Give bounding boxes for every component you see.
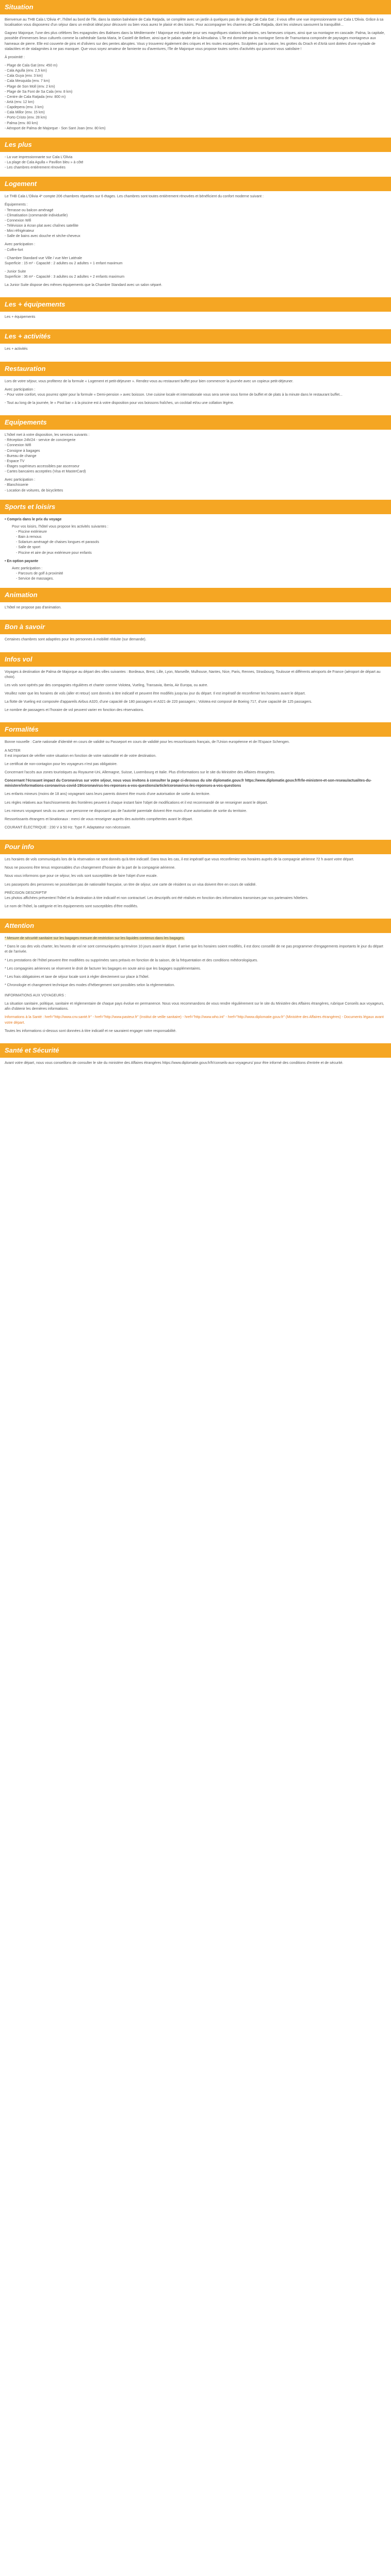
- section-title-situation: Situation: [0, 0, 391, 14]
- formalites-paragraph-4: Le certificat de non-contagion pour les voyageurs n'est pas obligatoire.: [5, 762, 118, 766]
- list-item: - Centre de Cala Ratjada (env. 800 m): [5, 95, 66, 99]
- section-title-plus-activites: Les + activités: [0, 329, 391, 344]
- formalites-paragraph-3: Il est important de vérifier votre situation en fonction de votre nationalité et de votre destination.: [5, 754, 157, 758]
- section-title-pourinfo: Pour info: [0, 840, 391, 854]
- list-item: - La plage de Cala Agulla « Pavillon bleu » à côté: [5, 160, 84, 164]
- section-plus-equipements: [0, 312, 391, 329]
- list-item: - Espace TV: [5, 459, 25, 463]
- bonasavoir-text: Certaines chambres sont adaptées pour les personnes à mobilité réduite (sur demande).: [5, 638, 146, 642]
- list-item: - Connexion Wifi: [5, 218, 31, 223]
- list-item: - Bureau de change: [5, 454, 37, 458]
- section-logement: [0, 191, 391, 297]
- list-item: - Palma (env. 80 km): [5, 121, 38, 125]
- list-item: - Les chambres entièrement rénovées: [5, 166, 66, 170]
- list-item: - Blanchisserie: [5, 483, 28, 487]
- restauration-paragraph-1: Lors de votre séjour, vous profiterez de la formule « Logement et petit-déjeuner ». Rendez-vous au restaurant buffet pour bien commencer la journée avec un copieux petit-déjeuner.: [5, 379, 294, 383]
- list-item: - Capdepera (env. 3 km): [5, 106, 44, 110]
- section-equipements: [0, 430, 391, 500]
- section-sports: [0, 514, 391, 588]
- sante-paragraph-1: Avant votre départ, nous vous conseillons de consulter le site du ministère des Affaires étrangères https://www.diplomatie.gouv.fr/fr/conseils-aux-voyageurs/ pour être informé des conditions d'entrée et de sécurité.: [5, 1061, 344, 1065]
- section-title-infosvol: Infos vol: [0, 652, 391, 667]
- attention-paragraph-2: * Dans le cas des vols charter, les heures de vol ne sont communiquées qu'environ 10 jours avant le départ. Il arrive que les horaires soient modifiés, il est donc conseillé de ne pas programmer d'engagements importants le jour du départ et de l'arrivée.: [5, 945, 383, 954]
- pourinfo-paragraph-4: Les passeports des personnes ne possédant pas de nationalité française, un titre de séjour, une carte de résident ou un visa doivent être en cours de validité.: [5, 883, 257, 887]
- infosvol-paragraph-3: Veuillez noter que les horaires de vols (aller et retour) sont donnés à titre indicatif et peuvent être modifiés jusqu'au jour du départ. Il est impératif de reconfirmer les horaires avant le départ.: [5, 691, 306, 696]
- attention-paragraph-3: * Les prestations de l'hôtel peuvent être modifiées ou supprimées sans préavis en fonction de la saison, de la fréquentation et des conditions météorologiques.: [5, 958, 258, 962]
- informations-heading: INFORMATIONS AUX VOYAGEURS :: [5, 994, 66, 998]
- formalites-paragraph-10: Ressortissants étrangers et binationaux : merci de vous renseigner auprès des autorités compétentes avant le départ.: [5, 817, 193, 821]
- section-title-attention: Attention: [0, 919, 391, 933]
- formalites-paragraph-5: Concernant l'accès aux zones touristiques au Royaume-Uni, Allemagne, Suisse, Luxembourg et Italie. Plus d'informations sur le site du Ministère des Affaires étrangères.: [5, 770, 275, 774]
- list-item: - Aéroport de Palma de Majorque - Son Sant Joan (env. 80 km): [5, 126, 106, 130]
- list-item: - Solarium aménagé de chaises longues et parasols: [16, 540, 100, 545]
- formalites-paragraph-7: Les enfants mineurs (moins de 18 ans) voyageant sans leurs parents doivent être munis d'une autorisation de sortie du territoire.: [5, 792, 210, 796]
- section-title-lesplus: Les plus: [0, 138, 391, 152]
- restauration-paragraph-3: - Tout au long de la journée, le « Pool bar » à la piscine est à votre disposition pour vos boissons fraîches, un cocktail et/ou une collation légère.: [5, 401, 234, 405]
- attention-paragraph-5: * Les frais obligatoires et taxe de séjour locale sont à régler directement sur place à l'hôtel.: [5, 975, 150, 979]
- attention-paragraph-4: * Les compagnies aériennes se réservent le droit de facturer les bagages en soute ainsi que les bagages supplémentaires.: [5, 967, 201, 971]
- equipment-list: [5, 208, 386, 240]
- compris-label-text: Compris dans le prix du voyage: [7, 517, 62, 521]
- situation-paragraph-1: Bienvenue au THB Cala L'Olivia 4*, l'hôtel au bord de l'île, dans la station balnéaire de Cala Ratjada, se complète avec un jardin à quelques pas de la plage de Cala Gat ; il vous offre une vue impressionnante sur Cala L'Olivia. Grâce à sa localisation vous disposerez d'un séjour dans un endroit idéal pour découvrir ou bien vous aurez le plaisir et des loisirs. Pour accompagner les charmes de Cala Ratjada, dont les visiteurs savourent la tranquillité...: [5, 18, 384, 27]
- list-item: - Plage de Son Moll (env. 2 km): [5, 84, 55, 89]
- list-item: - Terrasse ou balcon aménagé: [5, 208, 54, 212]
- list-item: - Consigne à bagages: [5, 449, 40, 453]
- list-item: - Location de voitures, de bicyclettes: [5, 488, 63, 493]
- list-item: - Porto Cristo (env. 28 km): [5, 116, 47, 120]
- list-item: - La vue impressionnante sur Cala L'Olivia: [5, 155, 73, 159]
- list-item: - Cala Millor (env. 15 km): [5, 111, 45, 115]
- list-item: - Cala Agulla (env. 2,5 km): [5, 69, 47, 73]
- pourinfo-paragraph-7: Le nom de l'hôtel, la catégorie et les équipements sont susceptibles d'être modifiés.: [5, 904, 138, 908]
- logement-intro: Le THB Cala L'Olivia 4* compte 206 chambres réparties sur 6 étages. Les chambres sont toutes entièrement rénovées et bénéficient du confort moderne suivant :: [5, 195, 264, 199]
- list-item: - Connexion Wifi: [5, 444, 31, 448]
- informations-links[interactable]: Informations à la Santé : href="http://www.cnv.santé.fr" - href="http://www.pasteur.fr" (Institut de veille sanitaire) - href="http://www.who.int" - href="http://www.diplomatie.gouv.fr" (Ministère des Affaires étrangères) - Documents légaux avant votre départ.: [5, 1015, 384, 1025]
- list-item: - Télévision à écran plat avec chaînes satellite: [5, 224, 79, 228]
- logement-note: La Junior Suite dispose des mêmes équipements que la Chambre Standard avec un salon séparé.: [5, 283, 162, 287]
- list-item: - Piscine et aire de jeux extérieure pour enfants: [16, 551, 92, 555]
- option-list: [5, 571, 386, 582]
- pourinfo-paragraph-5: PRÉCISION DESCRIPTIF: [5, 891, 47, 895]
- list-item: - Artà (env. 12 km): [5, 100, 35, 104]
- list-item: - Cartes bancaires acceptées (Visa et MasterCard): [5, 470, 86, 474]
- room-type-2-details: Superficie : 36 m² - Capacité : 3 adultes ou 2 adultes + 2 enfants maximum: [5, 275, 125, 279]
- section-bonasavoir: [0, 634, 391, 652]
- list-item: - Parcours de golf à proximité: [16, 572, 63, 575]
- option-intro: Avec participation :: [12, 566, 43, 570]
- list-item: - Salle de bains avec douche et sèche-cheveux: [5, 234, 80, 239]
- infosvol-paragraph-4: La flotte de Vueling est composée d'appareils Airbus A320, d'une capacité de 180 passagers et A321 de 220 passagers ; Volotea est composé de Boeing 717, d'une capacité de 125 passagers.: [5, 700, 313, 704]
- list-item: - Réception 24h/24 - service de conciergerie: [5, 438, 76, 443]
- services-list: [5, 438, 386, 474]
- section-infosvol: [0, 667, 391, 723]
- pourinfo-paragraph-6: Les photos affichées présentent l'hôtel et la destination à titre indicatif et non contractuel. Les descriptifs ont été réalisés en fonction des informations transmises par nos partenaires hôteliers.: [5, 896, 308, 900]
- option-label-text: En option payante: [7, 559, 39, 563]
- section-lesplus: [0, 152, 391, 177]
- proximity-list: [5, 63, 386, 131]
- attention-paragraph-1: [5, 936, 386, 941]
- formalites-paragraph-2: A NOTER: [5, 749, 21, 753]
- formalites-paragraph-9: Les mineurs voyageant seuls ou avec une personne ne disposant pas de l'autorité parentale doivent être munis d'une autorisation de sortie du territoire.: [5, 809, 248, 813]
- infosvol-paragraph-1: Voyages à destination de Palma de Majorque au départ des villes suivantes : Bordeaux, Brest, Lille, Lyon, Marseille, Mulhouse, Nantes, Nice, Paris, Rennes, Strasbourg, Toulouse et différents aéroports de France (aéroport de départ au choix).: [5, 670, 381, 679]
- list-item: - Mini réfrigérateur: [5, 229, 35, 233]
- formalites-paragraph-1: Bonne nouvelle : Carte nationale d'identité en cours de validité ou Passeport en cours de validité pour les ressortissants français, de l'Union européenne et de l'Espace Schengen.: [5, 740, 290, 744]
- section-title-sante: Santé et Sécurité: [0, 1043, 391, 1058]
- attention-paragraph-6: * Chronologie et changement technique des modes d'hébergement sont possibles selon la réglementation.: [5, 983, 175, 987]
- avec-label: Avec participation :: [5, 478, 36, 482]
- formalites-paragraph-6: Concernant l'écrasant impact du Coronavirus sur votre séjour, nous vous invitons à consulter la page ci-dessous du site diplomatie.gouv.fr https://www.diplomatie.gouv.fr/fr/le-ministere-et-son-reseau/actualites-du-ministere/informations-coronavirus-covid-19/coronavirus-les-reponses-a-vos-questions/article/coronavirus-les-reponses-a-vos-questions: [5, 779, 372, 788]
- informations-paragraph-2: La situation sanitaire, politique, sanitaire et réglementaire de chaque pays évolue en permanence. Nous vous recommandons de vous rendre régulièrement sur le site du Ministère des Affaires étrangères, rubrique Conseils aux voyageurs, afin d'obtenir les dernières informations.: [5, 1002, 384, 1011]
- pourinfo-paragraph-1: Les horaires de vols communiqués lors de la réservation ne sont donnés qu'à titre indicatif. Dans tous les cas, il est impératif que vous reconfirmiez vos horaires auprès de la compagnie aérienne 72 h avant votre départ.: [5, 858, 354, 862]
- infosvol-paragraph-2: Les vols sont opérés par des compagnies régulières et charter comme Volotea, Vueling, Transavia, Iberia, Air Europa, ou autre.: [5, 683, 208, 687]
- section-restauration: [0, 376, 391, 416]
- section-title-animation: Animation: [0, 588, 391, 602]
- section-pourinfo: [0, 854, 391, 919]
- section-animation: [0, 602, 391, 620]
- option-label: • En option payante: [5, 559, 39, 563]
- animation-text: L'hôtel ne propose pas d'animation.: [5, 606, 62, 610]
- plus-equipements-text: Les + équipements: [5, 315, 36, 319]
- section-situation: [0, 14, 391, 138]
- section-attention: [0, 933, 391, 1043]
- formalites-paragraph-11: COURANT ÉLECTRIQUE : 230 V à 50 Hz. Type F. Adaptateur non nécessaire.: [5, 825, 131, 829]
- pourinfo-paragraph-2: Nous ne pouvons être tenus responsables d'un changement d'horaire de la part de la compagnie aérienne.: [5, 866, 176, 870]
- list-item: - Étages supérieurs accessibles par ascenseur: [5, 465, 80, 469]
- section-title-formalites: Formalités: [0, 722, 391, 737]
- list-item: - Cala Guya (env. 3 km): [5, 74, 43, 78]
- section-title-bonasavoir: Bon à savoir: [0, 620, 391, 634]
- equipements-intro: L'hôtel met à votre disposition, les services suivants :: [5, 433, 90, 437]
- section-sante: [0, 1058, 391, 1075]
- compris-list: [5, 530, 386, 556]
- list-item: - Coffre-fort: [5, 248, 23, 252]
- list-item: - Service de massages.: [16, 577, 54, 581]
- list-item: - Plage de Sa Font de Sa Cala (env. 8 km): [5, 90, 73, 94]
- list-item: - Piscine extérieure: [16, 530, 47, 534]
- section-formalites: [0, 737, 391, 840]
- section-title-logement: Logement: [0, 177, 391, 191]
- formalites-paragraph-8: Les règles relatives aux franchissements des frontières peuvent à chaque instant faire l'objet de modifications et il est recommandé de se renseigner avant le départ.: [5, 801, 268, 805]
- informations-paragraph-4: Toutes les informations ci-dessus sont données à titre indicatif et ne sauraient engager notre responsabilité.: [5, 1029, 177, 1033]
- compris-intro: Pour vos loisirs, l'hôtel vous propose les activités suivantes :: [12, 524, 108, 529]
- infosvol-paragraph-5: Le nombre de passagers et l'horaire de vol peuvent varier en fonction des réservations.: [5, 708, 144, 713]
- proximity-label: À proximité :: [5, 55, 25, 59]
- section-title-sports: Sports et loisirs: [0, 500, 391, 514]
- section-title-restauration: Restauration: [0, 362, 391, 376]
- compris-label: • Compris dans le prix du voyage: [5, 517, 62, 521]
- plus-activites-text: Les + activités: [5, 347, 28, 351]
- section-title-plus-equipements: Les + équipements: [0, 297, 391, 312]
- avec-label: Avec participation :: [5, 243, 36, 247]
- room-type-1: - Chambre Standard vue Ville / vue Mer Latérale: [5, 256, 83, 260]
- pourinfo-paragraph-3: Nous vous informons que pour ce séjour, les vols sont susceptibles de faire l'objet d'une escale.: [5, 874, 158, 878]
- restauration-paragraph-2: - Pour votre confort, vous pourrez opter pour la formule « Demi-pension » avec boisson. Une cuisine locale et internationale vous sera servie sous forme de buffet et de plats à la minute dans le restaurant buffet...: [5, 393, 343, 397]
- list-item: - Cala Mesquida (env. 7 km): [5, 79, 50, 83]
- list-item: - Salle de sport: [16, 546, 41, 550]
- avec-label: Avec participation :: [5, 387, 36, 392]
- section-title-equipements: Equipements: [0, 415, 391, 430]
- room-type-2: - Junior Suite: [5, 269, 26, 274]
- list-item: - Bain à remous: [16, 535, 42, 539]
- list-item: - Climatisation (commande individuelle): [5, 213, 68, 217]
- equip-label: Équipements :: [5, 203, 28, 207]
- room-type-1-details: Superficie : 15 m² - Capacité : 2 adultes ou 2 adultes + 1 enfant maximum: [5, 261, 123, 265]
- section-plus-activites: [0, 344, 391, 361]
- list-item: - Plage de Cala Gat (env. 450 m): [5, 63, 58, 67]
- situation-paragraph-2: Gagnez Majorque, l'une des plus célèbres îles espagnoles des Baléares dans la Méditerranée ! Majorque est réputée pour ses magnifiques stations balnéaires, ses fameuses criques, ainsi que sa montagne en cascade. Palma, la capitale, possède d'immenses lieux culturels comme la cathédrale Santa Maria, le Castell de Bellver, ainsi que le palais arabe de la Almudaina. L'île est dominée par la montagne Serra de Tramuntana composée de paysages montagneux aux hameaux de pierre. Elle est couverte de pins et d'oliviers sur des pentes abruptes. Vous y trouverez également des criques et les routes escarpées. Sculptées par la nature, les grottes du Drach et d'Artà sont dotées d'une myriade de stalactites et de stalagmites à ne pas manquer. Que vous soyez amateur de farniente ou d'aventures, l'île de Majorque vous propose toutes sortes d'activités qui pourront vous satisfaire !: [5, 31, 385, 51]
- attention-highlight: * Mesure de sécurité sanitaire sur les bagages mesure de restriction sur les liquides contenus dans les bagages.: [5, 937, 185, 941]
